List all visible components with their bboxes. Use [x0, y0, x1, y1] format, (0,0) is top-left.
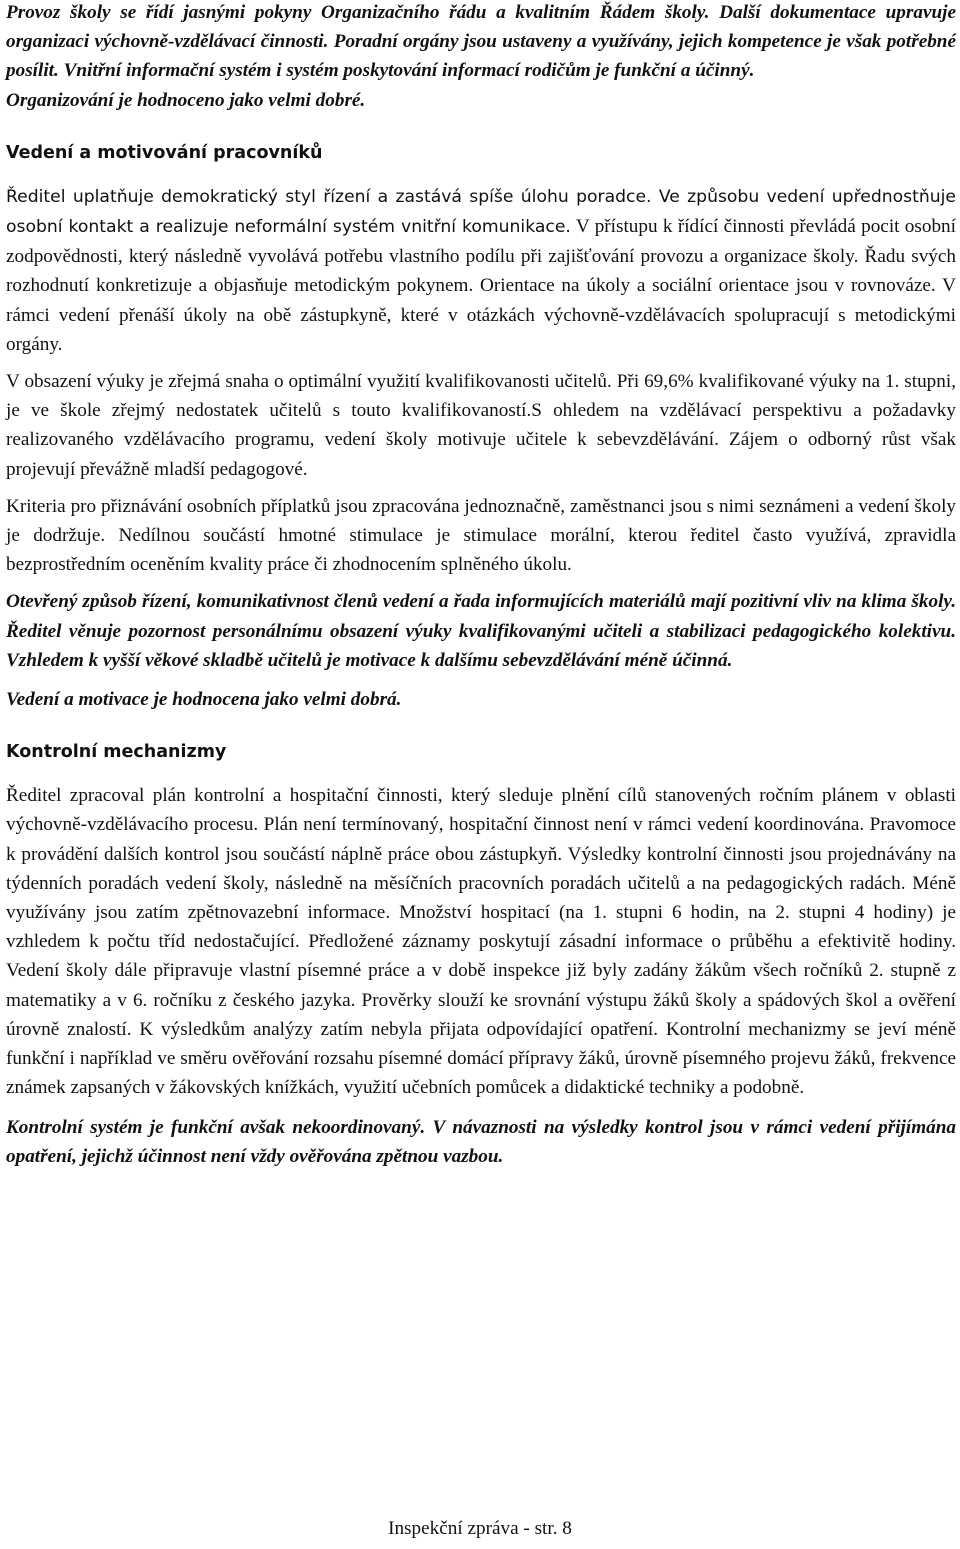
page-number-label: Inspekční zpráva - str. 8 — [388, 1518, 572, 1539]
leadership-heading: Vedení a motivování pracovníků — [6, 142, 323, 163]
page-footer — [0, 1516, 960, 1542]
bonuses-paragraph: Kriteria pro přiznávání osobních příplatků jsou zpracována jednoznačně, zaměstnanci jsou s nimi seznámeni a vedení školy je dodržuje. Nedílnou součástí hmotné stimulace je stimulace morální, kterou ředitel často využívá, zpravidla bezprostředním oceněním kvality práce či zhodnocením splněného úkolu. — [6, 495, 956, 576]
staffing-paragraph: V obsazení výuky je zřejmá snaha o optimální využití kvalifikovanosti učitelů. Při 69,6% kvalifikované výuky na 1. stupni, je ve škole zřejmý nedostatek učitelů s touto kvalifikovaností.S ohledem na vzdělávací perspektivu a požadavky realizovaného vzdělávacího programu, vedení školy motivuje učitele k sebevzdělávání. Zájem o odborný růst však projevují převážně mladší pedagogové. — [6, 371, 956, 480]
intro-paragraph: Provoz školy se řídí jasnými pokyny Organizačního řádu a kvalitním Řádem školy. Další dokumentace upravuje organizaci výchovně-vzdělávací činnosti. Poradní orgány jsou ustaveny a využívány, jejich kompetence je však potřebné posílit. Vnitřní informační systém i systém poskytování informací rodičům je funkční a účinný. — [6, 2, 956, 82]
organizing-rating: Organizování je hodnoceno jako velmi dobré. — [6, 89, 366, 111]
report-page — [6, 0, 956, 1171]
control-heading: Kontrolní mechanizmy — [6, 742, 227, 763]
leadership-text-sans: Ředitel uplatňuje demokratický styl řízení a zastává spíše úlohu poradce. Ve způsobu vedení upřednostňuje osobní kontakt a realizuje neformální systém vnitřní komunikace. — [6, 186, 956, 238]
control-paragraph: Ředitel zpracoval plán kontrolní a hospitační činnosti, který sleduje plnění cílů stanovených ročním plánem v oblasti výchovně-vzdělávacího procesu. Plán není termínovaný, hospitační činnost není v rámci vedení koordinována. Pravomoce k provádění dalších kontrol jsou součástí náplně práce obou zástupkyň. Výsledky kontrolní činnosti jsou projednávány na týdenních poradách vedení školy, následně na měsíčních pracovních poradách učitelů a na pedagogických radách. Méně využívány jsou zatím zpětnovazební informace. Množství hospitací (na 1. stupni 6 hodin, na 2. stupni 4 hodiny) je vzhledem k počtu tříd nedostačující. Předložené záznamy poskytují zásadní informace o průběhu a efektivitě hodiny. Vedení školy dále připravuje vlastní písemné práce a v době inspekce již byly zadány žákům všech ročníků 2. stupně z matematiky a v 6. ročníku z českého jazyka. Prověrky slouží ke srovnání výstupu žáků školy a spádových škol a ověření úrovně znalostí. K výsledkům analýzy zatím nebyla přijata odpovídající opatření. Kontrolní mechanizmy se jeví méně funkční i například ve směru ověřování rozsahu písemné domácí přípravy žáků, úrovně písemného projevu žáků, frekvence známek zapsaných v žákovských knížkách, využití učebních pomůcek a didaktické techniky a podobně. — [6, 785, 956, 1099]
leadership-text-serif: V přístupu k řídící činnosti převládá pocit osobní zodpovědnosti, který následně vyvolává potřebu vlastního podílu při zajišťování provozu a organizace školy. Řadu svých rozhodnutí konkretizuje a objasňuje metodickým pokynem. Orientace na úkoly a sociální orientace jsou v rovnováze. V rámci vedení přenáší úkoly na obě zástupkyně, které v otázkách výchovně-vzdělávacích spolupracují s metodickými orgány. — [6, 216, 956, 355]
leadership-summary: Otevřený způsob řízení, komunikativnost členů vedení a řada informujících materiálů mají pozitivní vliv na klima školy. Ředitel věnuje pozornost personálnímu obsazení výuky kvalifikovanými učiteli a stabilizaci pedagogického kolektivu. Vzhledem k vyšší věkové skladbě učitelů je motivace k dalšímu sebevzdělávání méně účinná. — [6, 591, 956, 671]
control-summary: Kontrolní systém je funkční avšak nekoordinovaný. V návaznosti na výsledky kontrol jsou v rámci vedení přijímána opatření, jejichž účinnost není vždy ověřována zpětnou vazbou. — [6, 1116, 956, 1167]
leadership-paragraph — [6, 182, 956, 359]
leadership-rating: Vedení a motivace je hodnocena jako velmi dobrá. — [6, 689, 402, 711]
